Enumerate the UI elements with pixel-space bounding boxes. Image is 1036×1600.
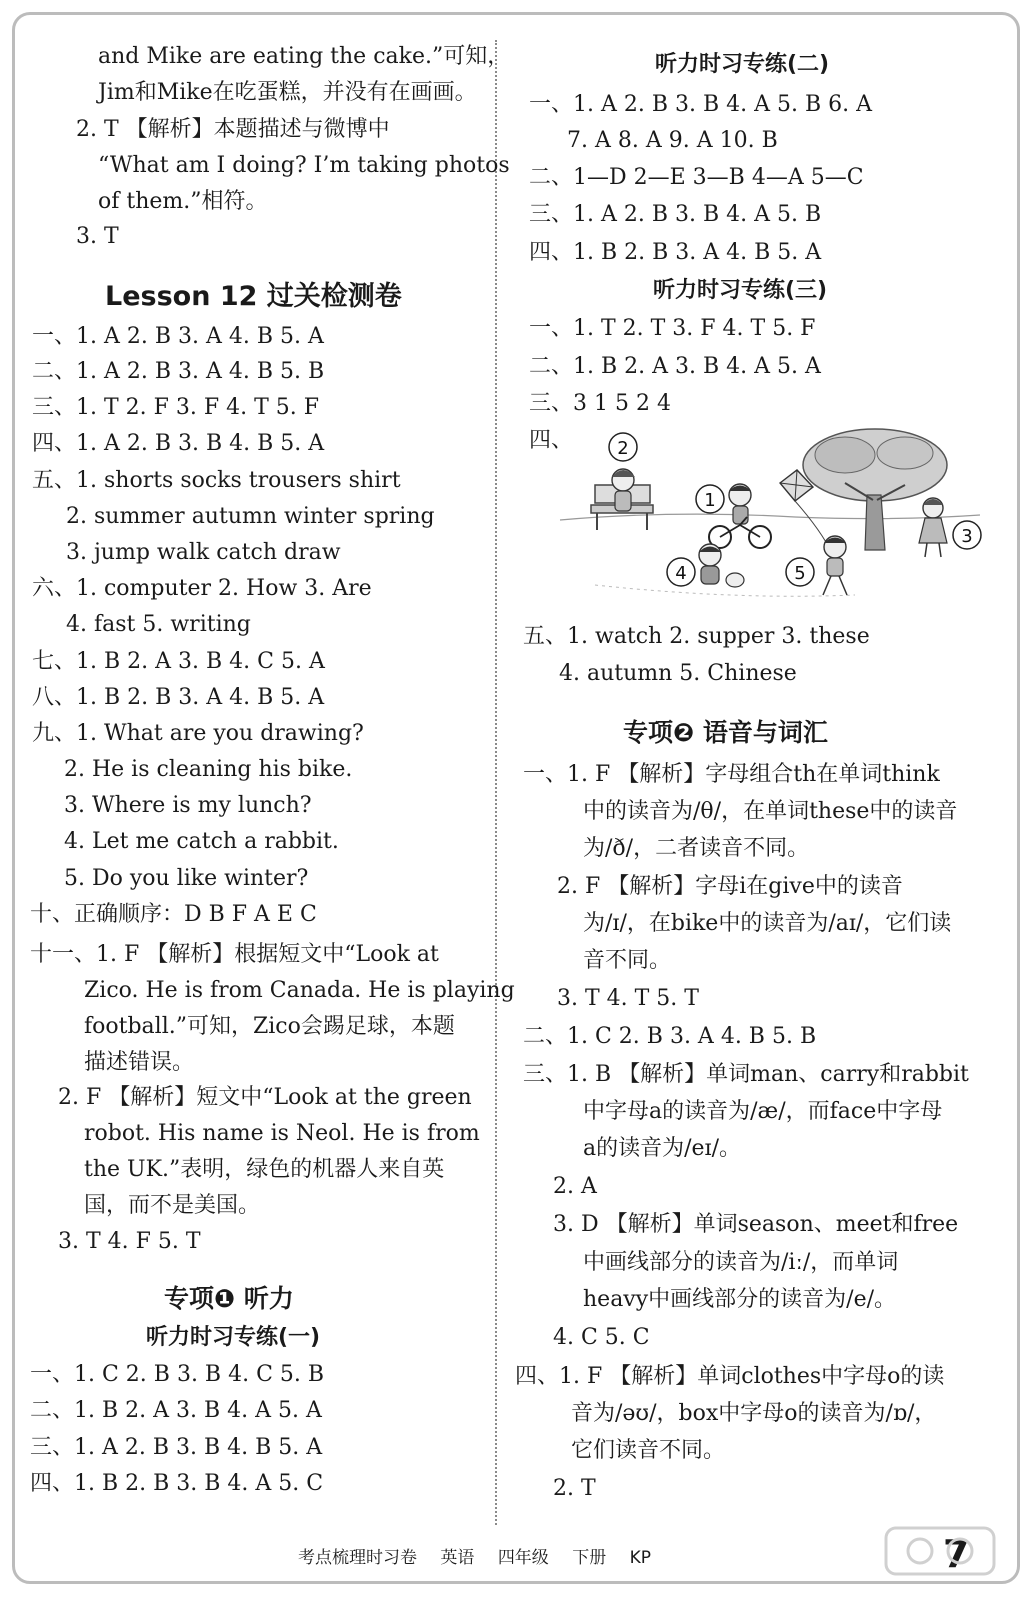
answer-line: 2. summer autumn winter spring bbox=[66, 504, 435, 529]
answer-line: robot. His name is Neol. He is from bbox=[84, 1121, 480, 1146]
boy-flying-kite-icon bbox=[823, 536, 847, 595]
answer-line: a的读音为/eɪ/。 bbox=[583, 1136, 741, 1161]
footer-book-title: 考点梳理时习卷 bbox=[298, 1548, 417, 1568]
answer-line: 六、1. computer 2. How 3. Are bbox=[32, 576, 372, 601]
page-number: 7 bbox=[943, 1532, 970, 1576]
answer-line: 3. jump walk catch draw bbox=[66, 540, 341, 565]
answer-line: 八、1. B 2. B 3. A 4. B 5. A bbox=[32, 685, 325, 710]
label-1 bbox=[696, 485, 724, 513]
answer-line: 二、1—D 2—E 3—B 4—A 5—C bbox=[529, 165, 864, 190]
section-title-listening: 专项❶ 听力 bbox=[164, 1284, 294, 1313]
text-line: of them.”相符。 bbox=[98, 189, 268, 214]
subsection-title: 听力时习专练(一) bbox=[146, 1325, 321, 1350]
answer-line: 四、1. B 2. B 3. B 4. A 5. C bbox=[30, 1471, 324, 1496]
text-line: “What am I doing? I’m taking photos bbox=[98, 153, 510, 178]
text-line: 2. T 【解析】本题描述与微博中 bbox=[76, 117, 390, 142]
answer-line: 一、1. T 2. T 3. F 4. T 5. F bbox=[529, 316, 816, 341]
answer-line: 一、1. C 2. B 3. B 4. C 5. B bbox=[30, 1362, 325, 1387]
answer-line: heavy中画线部分的读音为/e/。 bbox=[583, 1287, 897, 1312]
answer-line: 七、1. B 2. A 3. B 4. C 5. A bbox=[32, 649, 325, 674]
answer-line: the UK.”表明，绿色的机器人来自英 bbox=[84, 1157, 445, 1182]
answer-line: 中字母a的读音为/æ/，而face中字母 bbox=[583, 1099, 943, 1124]
answer-line: 二、1. A 2. B 3. A 4. B 5. B bbox=[32, 359, 325, 384]
answer-line: 3. T 4. F 5. T bbox=[58, 1229, 201, 1254]
answer-line: 2. F 【解析】短文中“Look at the green bbox=[58, 1085, 472, 1110]
svg-text:2: 2 bbox=[617, 438, 629, 459]
watermark-logo-icon bbox=[880, 1520, 1000, 1590]
subsection-title: 听力时习专练(二) bbox=[655, 52, 830, 77]
label-4 bbox=[667, 558, 695, 586]
answer-line: 它们读音不同。 bbox=[571, 1438, 726, 1463]
answer-line: 描述错误。 bbox=[84, 1050, 195, 1075]
answer-line: 二、1. B 2. A 3. B 4. A 5. A bbox=[529, 354, 821, 379]
answer-line: 2. F 【解析】字母i在give中的读音 bbox=[557, 874, 903, 899]
column-divider bbox=[495, 40, 497, 1525]
answer-line: 4. C 5. C bbox=[553, 1325, 650, 1350]
answer-line: 一、1. F 【解析】字母组合th在单词think bbox=[523, 762, 940, 787]
answer-line: 三、1. T 2. F 3. F 4. T 5. F bbox=[32, 395, 320, 420]
answer-line: 7. A 8. A 9. A 10. B bbox=[567, 128, 778, 153]
answer-line: 4. Let me catch a rabbit. bbox=[64, 829, 339, 854]
text-line: Jim和Mike在吃蛋糕，并没有在画画。 bbox=[98, 80, 477, 105]
subsection-title: 听力时习专练(三) bbox=[653, 278, 828, 303]
section-title-phonics: 专项❷ 语音与词汇 bbox=[623, 718, 828, 747]
answer-line: 2. He is cleaning his bike. bbox=[64, 757, 353, 782]
answer-line: 为/ð/，二者读音不同。 bbox=[583, 836, 810, 861]
answer-line: 一、1. A 2. B 3. B 4. A 5. B 6. A bbox=[529, 92, 873, 117]
girl-standing-icon bbox=[919, 498, 947, 557]
answer-line: 国，而不是美国。 bbox=[84, 1193, 261, 1218]
answer-line: 为/ɪ/，在bike中的读音为/aɪ/，它们读 bbox=[583, 911, 952, 936]
answer-line: 二、1. C 2. B 3. A 4. B 5. B bbox=[523, 1024, 817, 1049]
answer-line: 3. Where is my lunch? bbox=[64, 793, 312, 818]
answer-line: 3. T 4. T 5. T bbox=[557, 986, 699, 1011]
answer-line: 4. fast 5. writing bbox=[66, 612, 251, 637]
answer-line: 3. D 【解析】单词season、meet和free bbox=[553, 1212, 959, 1237]
answer-line: 音不同。 bbox=[583, 948, 672, 973]
footer-edition: KP bbox=[629, 1548, 652, 1568]
answer-line: 三、1. B 【解析】单词man、carry和rabbit bbox=[523, 1062, 969, 1087]
answer-line: 2. A bbox=[553, 1174, 597, 1199]
footer-grade: 四年级 bbox=[497, 1548, 549, 1568]
answer-line: 一、1. A 2. B 3. A 4. B 5. A bbox=[32, 324, 324, 349]
answer-line: 三、1. A 2. B 3. B 4. B 5. A bbox=[30, 1435, 323, 1460]
label-2 bbox=[609, 433, 637, 461]
answer-line: 十、正确顺序：D B F A E C bbox=[30, 902, 317, 927]
answer-line: 中的读音为/θ/，在单词these中的读音 bbox=[583, 799, 958, 824]
answer-line: 九、1. What are you drawing? bbox=[32, 721, 364, 746]
answer-line: 四、 bbox=[529, 428, 574, 453]
answer-line: 5. Do you like winter? bbox=[64, 866, 309, 891]
answer-line: Zico. He is from Canada. He is playing bbox=[84, 978, 515, 1003]
answer-line: football.”可知，Zico会踢足球，本题 bbox=[84, 1014, 455, 1039]
svg-text:5: 5 bbox=[794, 563, 806, 584]
label-3 bbox=[953, 521, 981, 549]
answer-line: 五、1. shorts socks trousers shirt bbox=[32, 468, 401, 493]
answer-line: 4. autumn 5. Chinese bbox=[559, 661, 797, 686]
ground-line bbox=[560, 514, 980, 520]
answer-line: 三、3 1 5 2 4 bbox=[529, 391, 671, 416]
text-line: and Mike are eating the cake.”可知， bbox=[98, 44, 510, 69]
answer-line: 四、1. B 2. B 3. A 4. B 5. A bbox=[529, 240, 822, 265]
svg-text:3: 3 bbox=[961, 526, 973, 547]
answer-line: 五、1. watch 2. supper 3. these bbox=[523, 624, 870, 649]
footer-subject: 英语 bbox=[440, 1548, 475, 1568]
grass-line bbox=[595, 585, 855, 596]
text-line: 3. T bbox=[76, 224, 119, 249]
lesson-title: Lesson 12 过关检测卷 bbox=[105, 281, 402, 312]
answer-line: 四、1. A 2. B 3. B 4. B 5. A bbox=[32, 431, 325, 456]
svg-text:4: 4 bbox=[675, 563, 687, 584]
answer-line: 四、1. F 【解析】单词clothes中字母o的读 bbox=[515, 1364, 945, 1389]
answer-line: 音为/əʊ/，box中字母o的读音为/ɒ/， bbox=[571, 1401, 937, 1426]
answer-line: 二、1. B 2. A 3. B 4. A 5. A bbox=[30, 1398, 322, 1423]
boy-with-rabbit-icon bbox=[699, 544, 744, 587]
footer-volume: 下册 bbox=[572, 1548, 607, 1568]
page-footer bbox=[298, 1543, 669, 1568]
answer-line: 2. T bbox=[553, 1476, 596, 1501]
label-5 bbox=[786, 558, 814, 586]
answer-line: 十一、1. F 【解析】根据短文中“Look at bbox=[30, 942, 439, 967]
answer-line: 三、1. A 2. B 3. B 4. A 5. B bbox=[529, 202, 822, 227]
svg-text:1: 1 bbox=[704, 490, 716, 511]
park-illustration bbox=[555, 425, 995, 615]
answer-line: 中画线部分的读音为/iː/，而单词 bbox=[583, 1250, 899, 1275]
